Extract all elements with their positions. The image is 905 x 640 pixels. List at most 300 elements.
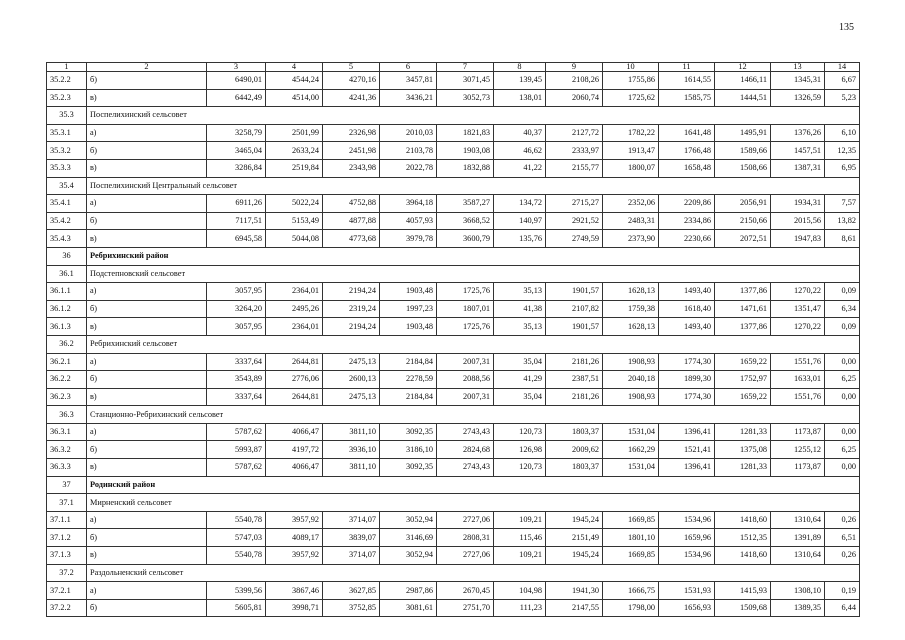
value-cell: 2230,66 [659, 230, 715, 248]
row-code: 37.1.3 [47, 547, 87, 565]
row-code: 35.2.3 [47, 89, 87, 107]
value-cell: 1725,76 [437, 283, 494, 301]
value-cell: 1798,00 [603, 599, 659, 617]
table-row [47, 599, 860, 617]
table-row [47, 159, 860, 177]
value-cell: 4241,36 [323, 89, 380, 107]
value-cell: 6911,26 [207, 195, 266, 213]
value-cell: 1803,37 [546, 459, 603, 477]
table-row [47, 124, 860, 142]
value-cell: 2060,74 [546, 89, 603, 107]
column-header: 9 [546, 63, 603, 72]
row-code: 36.1.3 [47, 318, 87, 336]
value-cell: 3600,79 [437, 230, 494, 248]
value-cell: 3264,20 [207, 300, 266, 318]
value-cell: 115,46 [494, 529, 546, 547]
value-cell: 3867,46 [266, 582, 323, 600]
row-option-label: а) [87, 124, 207, 142]
value-cell: 2715,27 [546, 195, 603, 213]
value-cell: 3052,94 [380, 547, 437, 565]
district-header-row [47, 476, 860, 494]
value-cell: 6,34 [825, 300, 860, 318]
value-cell: 1903,48 [380, 283, 437, 301]
value-cell: 109,21 [494, 547, 546, 565]
value-cell: 1774,30 [659, 353, 715, 371]
value-cell: 1377,86 [715, 318, 771, 336]
value-cell: 1656,93 [659, 599, 715, 617]
value-cell: 2108,26 [546, 72, 603, 90]
row-option-label: а) [87, 582, 207, 600]
row-code: 36.3 [47, 406, 87, 424]
row-option-label: б) [87, 300, 207, 318]
row-code: 36.3.3 [47, 459, 87, 477]
table-row [47, 547, 860, 565]
value-cell: 0,09 [825, 318, 860, 336]
value-cell: 1531,04 [603, 459, 659, 477]
table-row [47, 283, 860, 301]
value-cell: 4270,16 [323, 72, 380, 90]
value-cell: 0,09 [825, 283, 860, 301]
value-cell: 120,73 [494, 423, 546, 441]
table-row [47, 212, 860, 230]
value-cell: 6,44 [825, 599, 860, 617]
row-code: 35.4.2 [47, 212, 87, 230]
value-cell: 1908,93 [603, 353, 659, 371]
section-header-row [47, 265, 860, 283]
value-cell: 1512,35 [715, 529, 771, 547]
value-cell: 2127,72 [546, 124, 603, 142]
value-cell: 7,57 [825, 195, 860, 213]
value-cell: 2727,06 [437, 547, 494, 565]
value-cell: 8,61 [825, 230, 860, 248]
section-header-row [47, 406, 860, 424]
value-cell: 1457,51 [771, 142, 825, 160]
row-code: 37.2.1 [47, 582, 87, 600]
value-cell: 1310,64 [771, 511, 825, 529]
value-cell: 1774,30 [659, 388, 715, 406]
value-cell: 1375,08 [715, 441, 771, 459]
value-cell: 140,97 [494, 212, 546, 230]
column-header: 14 [825, 63, 860, 72]
value-cell: 4057,93 [380, 212, 437, 230]
value-cell: 1509,68 [715, 599, 771, 617]
value-cell: 2072,51 [715, 230, 771, 248]
value-cell: 2107,82 [546, 300, 603, 318]
value-cell: 2326,98 [323, 124, 380, 142]
district-header-row [47, 247, 860, 265]
value-cell: 1658,48 [659, 159, 715, 177]
value-cell: 3436,21 [380, 89, 437, 107]
value-cell: 1899,30 [659, 371, 715, 389]
value-cell: 2352,06 [603, 195, 659, 213]
value-cell: 41,29 [494, 371, 546, 389]
value-cell: 1396,41 [659, 459, 715, 477]
value-cell: 1903,08 [437, 142, 494, 160]
row-option-label: в) [87, 230, 207, 248]
value-cell: 1493,40 [659, 318, 715, 336]
value-cell: 3936,10 [323, 441, 380, 459]
value-cell: 1945,24 [546, 511, 603, 529]
column-header: 3 [207, 63, 266, 72]
value-cell: 6,95 [825, 159, 860, 177]
section-title: Станционно-Ребрихинский сельсовет [87, 406, 860, 424]
value-cell: 120,73 [494, 459, 546, 477]
value-cell: 3092,35 [380, 423, 437, 441]
value-cell: 1913,47 [603, 142, 659, 160]
value-cell: 2475,13 [323, 353, 380, 371]
value-cell: 2040,18 [603, 371, 659, 389]
row-option-label: а) [87, 283, 207, 301]
value-cell: 2495,26 [266, 300, 323, 318]
value-cell: 2007,31 [437, 353, 494, 371]
row-code: 35.2.2 [47, 72, 87, 90]
value-cell: 6490,01 [207, 72, 266, 90]
section-title: Поспелихинский Центральный сельсовет [87, 177, 860, 195]
value-cell: 41,22 [494, 159, 546, 177]
table-row [47, 511, 860, 529]
value-cell: 2387,51 [546, 371, 603, 389]
section-header-row [47, 564, 860, 582]
value-cell: 1832,88 [437, 159, 494, 177]
value-cell: 1270,22 [771, 283, 825, 301]
value-cell: 5540,78 [207, 511, 266, 529]
value-cell: 3286,84 [207, 159, 266, 177]
row-option-label: б) [87, 529, 207, 547]
value-cell: 0,19 [825, 582, 860, 600]
value-cell: 2007,31 [437, 388, 494, 406]
row-code: 35.3 [47, 107, 87, 125]
value-cell: 2056,91 [715, 195, 771, 213]
column-header: 12 [715, 63, 771, 72]
value-cell: 1531,93 [659, 582, 715, 600]
row-code: 36.1.1 [47, 283, 87, 301]
value-cell: 4197,72 [266, 441, 323, 459]
value-cell: 35,04 [494, 388, 546, 406]
value-cell: 1418,60 [715, 547, 771, 565]
value-cell: 2319,24 [323, 300, 380, 318]
value-cell: 1521,41 [659, 441, 715, 459]
value-cell: 2644,81 [266, 353, 323, 371]
value-cell: 1752,97 [715, 371, 771, 389]
section-header-row [47, 494, 860, 512]
value-cell: 1345,31 [771, 72, 825, 90]
value-cell: 3752,85 [323, 599, 380, 617]
value-cell: 2451,98 [323, 142, 380, 160]
value-cell: 2751,70 [437, 599, 494, 617]
row-option-label: в) [87, 388, 207, 406]
value-cell: 2808,31 [437, 529, 494, 547]
value-cell: 1759,38 [603, 300, 659, 318]
section-title: Подстепновский сельсовет [87, 265, 860, 283]
value-cell: 3052,73 [437, 89, 494, 107]
value-cell: 6442,49 [207, 89, 266, 107]
value-cell: 4066,47 [266, 459, 323, 477]
value-cell: 1725,62 [603, 89, 659, 107]
value-cell: 3811,10 [323, 459, 380, 477]
column-header: 10 [603, 63, 659, 72]
column-header: 11 [659, 63, 715, 72]
value-cell: 0,00 [825, 459, 860, 477]
value-cell: 2373,90 [603, 230, 659, 248]
value-cell: 3052,94 [380, 511, 437, 529]
value-cell: 2194,24 [323, 283, 380, 301]
value-cell: 111,23 [494, 599, 546, 617]
value-cell: 104,98 [494, 582, 546, 600]
value-cell: 2519,84 [266, 159, 323, 177]
value-cell: 3714,07 [323, 511, 380, 529]
value-cell: 5787,62 [207, 459, 266, 477]
value-cell: 1618,40 [659, 300, 715, 318]
value-cell: 1807,01 [437, 300, 494, 318]
value-cell: 1659,22 [715, 388, 771, 406]
value-cell: 2727,06 [437, 511, 494, 529]
value-cell: 1669,85 [603, 511, 659, 529]
value-cell: 2181,26 [546, 353, 603, 371]
value-cell: 2022,78 [380, 159, 437, 177]
section-title: Поспелихинский сельсовет [87, 107, 860, 125]
value-cell: 2483,31 [603, 212, 659, 230]
row-code: 37.1.1 [47, 511, 87, 529]
value-cell: 4514,00 [266, 89, 323, 107]
table-row [47, 318, 860, 336]
row-code: 36.3.2 [47, 441, 87, 459]
value-cell: 1659,96 [659, 529, 715, 547]
value-cell: 1766,48 [659, 142, 715, 160]
table-row [47, 230, 860, 248]
value-cell: 1415,93 [715, 582, 771, 600]
value-cell: 1495,91 [715, 124, 771, 142]
value-cell: 1947,83 [771, 230, 825, 248]
value-cell: 2364,01 [266, 283, 323, 301]
value-cell: 1389,35 [771, 599, 825, 617]
value-cell: 2600,13 [323, 371, 380, 389]
value-cell: 5153,49 [266, 212, 323, 230]
value-cell: 139,45 [494, 72, 546, 90]
value-cell: 1391,89 [771, 529, 825, 547]
row-option-label: а) [87, 195, 207, 213]
value-cell: 0,26 [825, 547, 860, 565]
value-cell: 5993,87 [207, 441, 266, 459]
value-cell: 1531,04 [603, 423, 659, 441]
value-cell: 3587,27 [437, 195, 494, 213]
district-title: Ребрихинский район [87, 247, 860, 265]
row-option-label: б) [87, 72, 207, 90]
value-cell: 1534,96 [659, 547, 715, 565]
value-cell: 4089,17 [266, 529, 323, 547]
row-code: 35.4.1 [47, 195, 87, 213]
value-cell: 2364,01 [266, 318, 323, 336]
table-header-row [47, 63, 860, 72]
row-code: 37.1.2 [47, 529, 87, 547]
value-cell: 1310,64 [771, 547, 825, 565]
row-option-label: б) [87, 599, 207, 617]
value-cell: 1493,40 [659, 283, 715, 301]
value-cell: 4544,24 [266, 72, 323, 90]
value-cell: 2670,45 [437, 582, 494, 600]
value-cell: 1471,61 [715, 300, 771, 318]
column-header: 1 [47, 63, 87, 72]
value-cell: 3081,61 [380, 599, 437, 617]
value-cell: 3957,92 [266, 511, 323, 529]
value-cell: 2278,59 [380, 371, 437, 389]
value-cell: 3258,79 [207, 124, 266, 142]
value-cell: 2633,24 [266, 142, 323, 160]
value-cell: 3543,89 [207, 371, 266, 389]
value-cell: 0,00 [825, 423, 860, 441]
value-cell: 5747,03 [207, 529, 266, 547]
row-code: 35.3.1 [47, 124, 87, 142]
row-code: 35.4 [47, 177, 87, 195]
value-cell: 3839,07 [323, 529, 380, 547]
value-cell: 1377,86 [715, 283, 771, 301]
value-cell: 3186,10 [380, 441, 437, 459]
row-option-label: б) [87, 441, 207, 459]
value-cell: 1326,59 [771, 89, 825, 107]
value-cell: 5,23 [825, 89, 860, 107]
value-cell: 1396,41 [659, 423, 715, 441]
column-header: 13 [771, 63, 825, 72]
value-cell: 2987,86 [380, 582, 437, 600]
value-cell: 0,00 [825, 388, 860, 406]
value-cell: 2088,56 [437, 371, 494, 389]
value-cell: 2181,26 [546, 388, 603, 406]
value-cell: 3627,85 [323, 582, 380, 600]
value-cell: 3998,71 [266, 599, 323, 617]
value-cell: 1628,13 [603, 318, 659, 336]
value-cell: 2194,24 [323, 318, 380, 336]
table-row [47, 300, 860, 318]
value-cell: 4066,47 [266, 423, 323, 441]
value-cell: 3964,18 [380, 195, 437, 213]
value-cell: 1418,60 [715, 511, 771, 529]
row-code: 36.2.2 [47, 371, 87, 389]
value-cell: 1589,66 [715, 142, 771, 160]
value-cell: 3668,52 [437, 212, 494, 230]
value-cell: 13,82 [825, 212, 860, 230]
value-cell: 1255,12 [771, 441, 825, 459]
value-cell: 1659,22 [715, 353, 771, 371]
column-header: 8 [494, 63, 546, 72]
row-option-label: а) [87, 353, 207, 371]
value-cell: 2209,86 [659, 195, 715, 213]
value-cell: 6945,58 [207, 230, 266, 248]
value-cell: 41,38 [494, 300, 546, 318]
value-cell: 3092,35 [380, 459, 437, 477]
value-cell: 4752,88 [323, 195, 380, 213]
value-cell: 1725,76 [437, 318, 494, 336]
value-cell: 7117,51 [207, 212, 266, 230]
row-code: 37 [47, 476, 87, 494]
value-cell: 1508,66 [715, 159, 771, 177]
column-header: 4 [266, 63, 323, 72]
value-cell: 1387,31 [771, 159, 825, 177]
value-cell: 2333,97 [546, 142, 603, 160]
value-cell: 1281,33 [715, 423, 771, 441]
row-option-label: в) [87, 318, 207, 336]
value-cell: 1351,47 [771, 300, 825, 318]
table-body [47, 72, 860, 617]
value-cell: 1551,76 [771, 388, 825, 406]
value-cell: 1173,87 [771, 459, 825, 477]
row-code: 37.2.2 [47, 599, 87, 617]
value-cell: 6,67 [825, 72, 860, 90]
section-title: Ребрихинский сельсовет [87, 335, 860, 353]
value-cell: 1444,51 [715, 89, 771, 107]
value-cell: 1281,33 [715, 459, 771, 477]
value-cell: 4877,88 [323, 212, 380, 230]
value-cell: 5044,08 [266, 230, 323, 248]
table-row [47, 441, 860, 459]
value-cell: 1821,83 [437, 124, 494, 142]
value-cell: 3811,10 [323, 423, 380, 441]
value-cell: 3337,64 [207, 388, 266, 406]
value-cell: 1376,26 [771, 124, 825, 142]
table-row [47, 142, 860, 160]
value-cell: 1901,57 [546, 318, 603, 336]
value-cell: 1941,30 [546, 582, 603, 600]
value-cell: 35,13 [494, 283, 546, 301]
value-cell: 3057,95 [207, 318, 266, 336]
section-header-row [47, 335, 860, 353]
value-cell: 46,62 [494, 142, 546, 160]
value-cell: 3957,92 [266, 547, 323, 565]
value-cell: 1614,55 [659, 72, 715, 90]
value-cell: 1534,96 [659, 511, 715, 529]
value-cell: 1633,01 [771, 371, 825, 389]
row-code: 35.3.2 [47, 142, 87, 160]
value-cell: 6,51 [825, 529, 860, 547]
value-cell: 1641,48 [659, 124, 715, 142]
table-row [47, 423, 860, 441]
value-cell: 1945,24 [546, 547, 603, 565]
table-row [47, 72, 860, 90]
value-cell: 3337,64 [207, 353, 266, 371]
column-header: 2 [87, 63, 207, 72]
value-cell: 2824,68 [437, 441, 494, 459]
section-header-row [47, 177, 860, 195]
value-cell: 109,21 [494, 511, 546, 529]
table-row [47, 195, 860, 213]
row-option-label: в) [87, 547, 207, 565]
value-cell: 2184,84 [380, 388, 437, 406]
column-header: 7 [437, 63, 494, 72]
value-cell: 1800,07 [603, 159, 659, 177]
value-cell: 5787,62 [207, 423, 266, 441]
district-title: Родинский район [87, 476, 860, 494]
value-cell: 5399,56 [207, 582, 266, 600]
row-code: 37.2 [47, 564, 87, 582]
value-cell: 126,98 [494, 441, 546, 459]
value-cell: 1466,11 [715, 72, 771, 90]
row-code: 36 [47, 247, 87, 265]
value-cell: 1908,93 [603, 388, 659, 406]
value-cell: 1755,86 [603, 72, 659, 90]
table-row [47, 459, 860, 477]
row-option-label: в) [87, 459, 207, 477]
value-cell: 2743,43 [437, 459, 494, 477]
row-code: 35.3.3 [47, 159, 87, 177]
value-cell: 1934,31 [771, 195, 825, 213]
row-option-label: а) [87, 423, 207, 441]
value-cell: 1551,76 [771, 353, 825, 371]
value-cell: 6,25 [825, 371, 860, 389]
row-option-label: б) [87, 371, 207, 389]
value-cell: 1669,85 [603, 547, 659, 565]
value-cell: 1803,37 [546, 423, 603, 441]
row-code: 37.1 [47, 494, 87, 512]
section-title: Раздольненский сельсовет [87, 564, 860, 582]
value-cell: 2334,86 [659, 212, 715, 230]
